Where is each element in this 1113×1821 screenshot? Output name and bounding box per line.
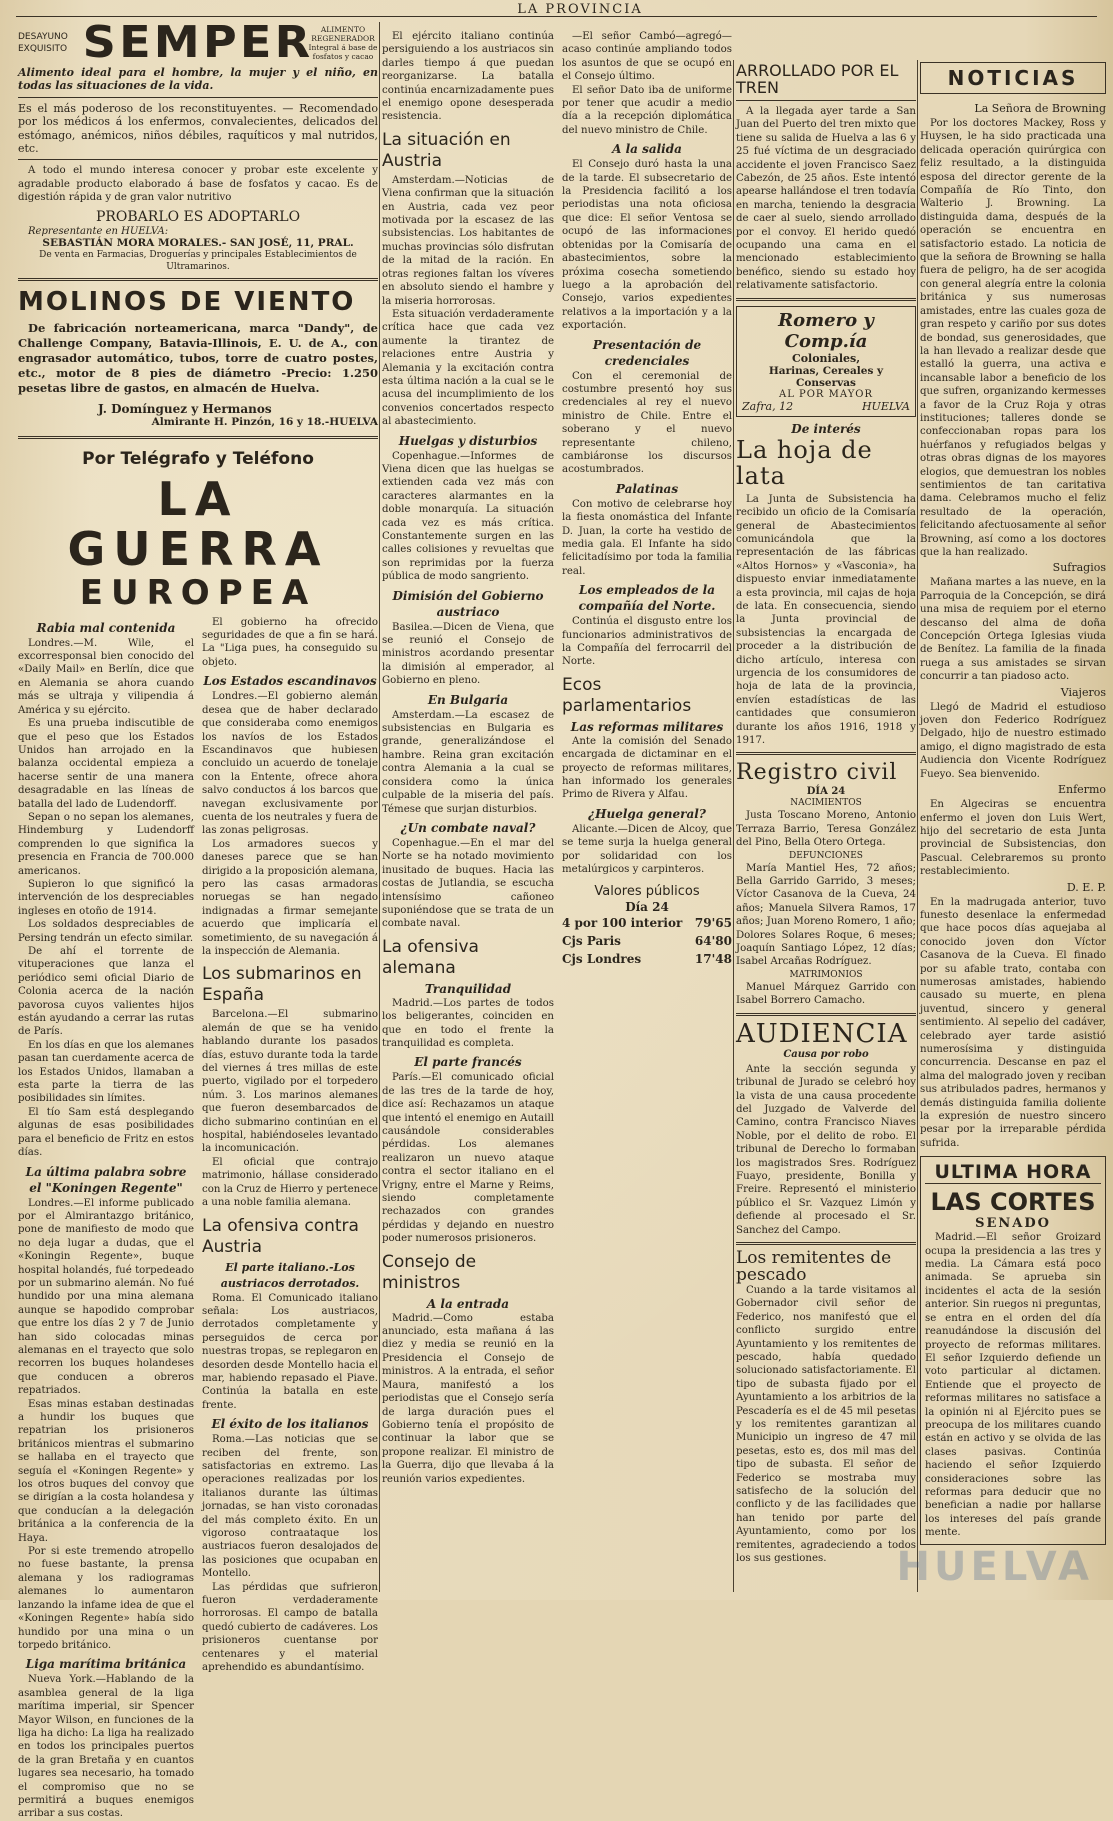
ad-text: De fabricación norteamericana, marca "Dandy", de Challenge Company, Batavia-Illinois, E. U. de A., con engrasador automático, tubos, torre de cuatro postes, etc., motor de 8 pies de diámetro -Precio: 1.250 pesetas libre de gastos, en almacén de Huelva. xyxy=(18,320,378,395)
article-body: En la madrugada anterior, tuvo funesto desenlace la enfermedad que hace pocos días aquejaba al conocido joven don Víctor Casanova de la Cueva. El finado por su afable trato, contaba con numerosas amistades, habiendo causado su muerte, en plena juventud, sincero y general sentimiento. Al sepelio del cadáver, celebrado ayer tarde asistió numerosísima y distinguida concurrencia. Descanse en paz el alma del malogrado joven y reciban sus atribulados padres, hermanos y demás distinguida familia doliente la expresión de nuestro sincero pesar por la irreparable pérdida sufrida. xyxy=(920,896,1106,1149)
article-body: Esas minas estaban destinadas a hundir los buques que repatrian los prisioneros británicos mientras el submarino se hallaba en el trayecto que seguía el «Koningen Regente» y los otros buques del convoy que se dirigían a la costa holandesa y que conducían a la delegación británica a la conferencia de la Haya. xyxy=(18,1398,194,1544)
article-title: Ecos parlamentarios xyxy=(562,674,692,716)
article-title: La Señora de Browning xyxy=(974,102,1106,115)
article-subhead: A la entrada xyxy=(426,1296,510,1311)
article-body: Barcelona.—El submarino alemán de que se ha venido hablando durante los pasados días, estuvo durante toda la tarde del viernes á tres millas de este puerto, vigilado por el torpedero núm. 3. Los marinos alemanes que fueron desembarcados de dicho submarino continúan en el hospital, habiéndoseles levantado la incomunicación. xyxy=(202,1009,378,1155)
section-title: LA GUERRA xyxy=(67,471,329,576)
valores-row xyxy=(562,914,732,932)
ad-text: Alimento ideal para el hombre, la mujer y el niño, en todas las situaciones de la vida. xyxy=(18,66,378,93)
molinos-ad xyxy=(18,287,378,428)
article-body: Amsterdam.—Noticias de Viena confirman que la situación en Austria, cada vez peor motivada por la escasez de las subsistencias. Los habitantes de muchas provincias sólo disfrutan de la mitad de la ración. En otras regiones faltan los víveres en absoluto siendo el hambre y la miseria horrorosas. xyxy=(382,174,554,307)
article-subhead: Huelgas y disturbios xyxy=(398,433,538,448)
ultima-title: ULTIMA HORA xyxy=(925,1161,1101,1184)
article-subhead: Tranquilidad xyxy=(424,981,512,996)
article-body: Los soldados despreciables de Persing tendrán un efecto similar. xyxy=(18,919,194,944)
valores-value: 17'48 xyxy=(694,951,732,966)
article-body: La Junta de Subsistencia ha recibido un oficio de la Comisaría general de Abastecimientos comunicándola que la representación de las fábricas «Altos Hornos» y «Vasconia», ha dispuesto enviar inmediatamente a esta provincia, mil cajas de hoja de lata. En consecuencia, siendo la Junta provincial de subsistencias la encargada de proceder a la distribución de dicho artículo, interesa con urgencia de los consumidores de hoja de lata de la provincia, envíen estadísticas de las cantidades que consumieron durante los años 1916, 1918 y 1917. xyxy=(736,493,916,746)
valores-publicos xyxy=(562,883,732,968)
article-body: Madrid.—Los partes de todos los beligerantes, coinciden en que en todo el frente la tranquilidad es completa. xyxy=(382,997,554,1049)
article-body: Las pérdidas que sufrieron fueron verdaderamente horrorosas. El campo de batalla quedó cubierto de cadáveres. Los prisioneros cuentanse por centenares y el material aprehendido es abundantísimo. xyxy=(202,1581,378,1674)
article-title: Los submarinos en España xyxy=(202,964,362,1006)
valores-row xyxy=(562,932,732,950)
column-divider xyxy=(733,60,734,1592)
ad-label: ALIMENTO REGENERADOR Integral á base de fosfatos y cacao xyxy=(308,25,378,61)
registro-article xyxy=(736,760,916,1007)
section-title: EUROPEA xyxy=(79,572,317,613)
guerra-column-a xyxy=(18,616,194,1821)
article-subhead: El parte francés xyxy=(414,1055,522,1070)
article-body: Roma. El Comunicado italiano señala: Los austriacos, derrotados completamente y perseguidos de cerca por nuestras tropas, se replegaron en desorden desde Montello hacia el mar, habiendo repasado el Piave. Continúa la batalla en este frente. xyxy=(202,1292,378,1411)
article-body: —El señor Cambó—agregó—acaso continúe ampliando todos los asuntos de que se ocupó en el Consejo último. xyxy=(562,31,732,83)
article-title: Registro civil xyxy=(736,760,898,786)
article-subhead: El éxito de los italianos xyxy=(211,1417,369,1432)
ad-text: Almirante H. Pinzón, 16 y 18.-HUELVA xyxy=(151,415,378,428)
valores-value: 64'80 xyxy=(694,933,732,948)
article-body: Londres.—El informe publicado por el Almirantazgo británico, pone de manifiesto de modo que no deja lugar a dudas, que el «Koningin Regente», buque hospital holandés, fué torpedeado por un submarino alemán. No fué hundido por una mina alemana aunque se hapodido comprobar que entre los días 2 y 7 de Junio han sido colocadas minas alemanas en el trayecto que solo recorren los buques holandeses que conducen a obreros repatriados. xyxy=(18,1197,194,1397)
article-body: Londres.—El gobierno alemán desea que de haber declarado que consideraba como enemigos los navíos de los Estados Escandinavos que hubiesen concluido un acuerdo de tonelaje con la Entente, ofrece ahora salvo conductos á los barcos que navegan exclusivamente por cuenta de los neutrales y fuera de las zonas peligrosas. xyxy=(202,691,378,837)
article-title: ARROLLADO POR EL TREN xyxy=(736,61,899,97)
article-body: Madrid.—Como estaba anunciado, esta mañana á las diez y media se reunió en la Presidencia el Consejo de ministros. A la entrada, el señor Maura, manifestó a los periodistas que el Consejo sería de larga duración pues el Gobierno tenía el propósito de continuar la labor que se propone realizar. El ministro de la Guerra, dijo que llevaba á la reunión varios expedientes. xyxy=(382,1312,554,1485)
ad-text: Coloniales, xyxy=(791,351,861,365)
audiencia-article xyxy=(736,1018,916,1237)
valores-row xyxy=(562,950,732,968)
guerra-header xyxy=(18,449,378,612)
section-kicker: Por Telégrafo y Teléfono xyxy=(82,448,314,469)
article-sub: DÍA 24 xyxy=(806,786,846,798)
article-subhead: Liga marítima británica xyxy=(25,1657,187,1672)
article-body: Copenhague.—En el mar del Norte se ha notado movimiento inusitado de buques. Hacia las costas de Jutlandia, se escucha intensísimo cañoneo suponiéndose que se trata de un combate naval. xyxy=(382,837,554,930)
hoja-article xyxy=(736,421,916,748)
article-body: Llegó de Madrid el estudioso joven don Federico Rodríguez Delgado, hijo de nuestro estimado amigo, el digno magistrado de esta Audiencia don Vicente Rodríguez Fueyo. Sea bienvenido. xyxy=(920,701,1106,780)
senado-title: SENADO xyxy=(975,1216,1051,1232)
article-body: Esta situación verdaderamente crítica hace que cada vez aumente la tirantez de relaciones entre Austria y Alemania y la excitación contra esta última nación a la cual se le acusa del incumplimiento de los convenios concertados respecto al abastecimiento. xyxy=(382,308,554,428)
semper-brand: SEMPER xyxy=(82,17,314,68)
article-body: Supieron lo que significó la intervención de los despreciables ingleses en otoño de 1914. xyxy=(18,878,194,917)
article-body: Con el ceremonial de costumbre presentó hoy sus credenciales al rey el nuevo ministro de Chile. Entre el soberano y el nuevo representante chileno, cambiáronse los discursos acostumbrados. xyxy=(562,370,732,476)
library-watermark: HUELVA xyxy=(896,1544,1093,1590)
article-body: Es una prueba indiscutible de que el peso que los Estados Unidos han arrojado en la balanza occidental empieza a hacerse sentir de una manera desagradable en las líneas de batalla del lado de Ludendorff. xyxy=(18,718,194,810)
ad-text: A todo el mundo interesa conocer y probar este excelente y agradable producto elaborado á base de fosfatos y cacao. Es de digestión rápida y de gran valor nutritivo xyxy=(18,165,378,204)
ad-text: Representante en HUELVA: xyxy=(28,225,169,237)
article-body: Roma.—Las noticias que se reciben del frente, son satisfactorias en extremo. Las operaciones realizadas por los italianos durante las últimas jornadas, se han visto coronadas del más completo éxito. En un vigoroso contraataque los austriacos fueron desalojados de las posiciones que ocupaban en Montello. xyxy=(202,1434,378,1580)
article-body: El ejército italiano continúa persiguiendo a los austriacos sin darles tiempo á que puedan reorganizarse. La batalla continúa encarnizadamente pues el enemigo opone desesperada resistencia. xyxy=(382,31,554,123)
article-body: Nueva York.—Hablando de la asamblea general de la liga marítima imperial, sir Spencer Mayor Wilson, en funciones de la liga ha dicho: La liga ha realizado en todos los principales puertos de la gran Bretaña y en cuantos lugares sea necesario, ha tomado el compromiso que no se permitirá a buques enemigos arribar a sus costas. xyxy=(18,1674,194,1820)
article-subhead: La última palabra sobre el "Koningen Regente" xyxy=(25,1164,187,1195)
ad-text: SEBASTIÁN MORA MORALES.- SAN JOSÉ, 11, PRAL. xyxy=(42,236,354,249)
article-body: Ante la comisión del Senado encargada de dictaminar en el proyecto de reformas militares, han informado los generales Primo de Rivera y Alfau. xyxy=(562,735,732,801)
article-title: Viajeros xyxy=(1060,685,1106,699)
article-subhead: El parte italiano.-Los austriacos derrotados. xyxy=(220,1260,360,1290)
article-sub: DEFUNCIONES xyxy=(789,850,863,861)
article-subhead: ¿Huelga general? xyxy=(588,806,706,821)
article-body: Madrid.—El señor Groizard ocupa la presidencia a las tres y media. La Cámara está poco animada. Se aprueba sin incidentes el acta de la sesión anterior. Sin ruegos ni preguntas, se entra en el orden del día reanudándose la discusión del proyecto de reformas militares. El señor Izquierdo defiende un voto particular al dictamen. Entiende que el proyecto de reformas militares no satisface a la opinión ni al Ejército pues se preocupa de los militares cuando están en activo y se olvida de las clases pasivas. Continúa haciendo el señor Izquierdo consideraciones sobre las reformas para deducir que no benefician a nadie por hallarse los intereses del país grande mente. xyxy=(925,1232,1101,1539)
ad-text: HUELVA xyxy=(861,399,910,413)
article-body: El gobierno ha ofrecido seguridades de que a fin se hará. La "Liga pues, ha conseguido su objeto. xyxy=(202,616,378,668)
article-body: Con motivo de celebrarse hoy la fiesta onomástica del Infante D. Juan, la corte ha vestido de media gala. El Infante ha sido felicitadísimo por toda la familia real. xyxy=(562,498,732,577)
column-divider xyxy=(917,60,918,1592)
ad-text: Es el más poderoso de los reconstituyentes. — Recomendado por los médicos á los enfermos, convalecientes, delicados del estómago, anémicos, niños débiles, raquíticos y mal nutridos, etc. xyxy=(18,101,378,156)
article-subhead: A la salida xyxy=(612,142,682,157)
valores-label: Cjs Londres xyxy=(562,951,642,966)
article-body: Sepan o no sepan los alemanes, Hindemburg y Ludendorff comprenden lo que significa la presencia en Francia de 700.000 americanos. xyxy=(18,811,194,877)
article-body: Cuando a la tarde visitamos al Gobernador civil señor de Federico, nos manifestó que el conflicto surgido entre Ayuntamiento y los remitentes de pescado, había quedado solucionado satisfactoriamente. El tipo de subasta fijado por el Ayuntamiento a los arbitrios de la Pescadería es el de 45 mil pesetas y los remitentes garantizan al Municipio un ingreso de 47 mil pesetas, esto es, dos mil mas del tipo de subasta. El señor de Federico se mostraba muy satisfecho de la solución del conflicto y de las facilidades que han tenido por parte del Ayuntamiento, como por los remitentes, agradeciendo a todos los sus gestiones. xyxy=(736,1284,916,1565)
article-body: Continúa el disgusto entre los funcionarios administrativos de la Compañía del ferrocarril del Norte. xyxy=(562,616,732,668)
column-divider xyxy=(379,22,380,1592)
article-body: Copenhague.—Informes de Viena dicen que las huelgas se extienden cada vez más con caracteres alarmantes en la doble monarquía. La situación cada vez es más crítica. Constantemente surgen en las calles colisiones y revueltas que son reprimidas por la fuerza pública de modo sangriento. xyxy=(382,450,554,583)
article-subhead: En Bulgaria xyxy=(427,692,509,707)
valores-title: Valores públicos xyxy=(594,883,700,899)
valores-label: Cjs Paris xyxy=(562,933,621,948)
article-body: El tío Sam está desplegando algunas de esas posibilidades para el beneficio de Fritz en estos días. xyxy=(18,1106,194,1159)
article-body: Mañana martes a las nueve, en la Parroquia de la Concepción, se dirá una misa de requiem por el eterno descanso del alma de doña Concepción Ortega Iglesias viuda de Benítez. La familia de la finada ruega a sus amistades se sirvan concurrir a tan piadoso acto. xyxy=(920,577,1106,683)
ad-promo: PROBARLO ES ADOPTARLO xyxy=(95,208,301,225)
column-2 xyxy=(382,20,732,1595)
ad-text: J. Domínguez y Hermanos xyxy=(98,401,272,416)
arrollado-article xyxy=(736,62,916,293)
article-body: Ante la sección segunda y tribunal de Jurado se celebró hoy la vista de una causa procedente del Juzgado de Valverde del Camino, contra Francisco Niaves Noble, por el delito de robo. El tribunal de Derecho lo formaban los magistrados Sres. Rodríguez Fuayo, presidente, Bonilla y Freire. Representó el ministerio público el Sr. Vazquez Limón y defiende al procesado el Sr. Sanchez del Campo. xyxy=(736,1063,916,1236)
article-title: La situación en Austria xyxy=(382,129,511,171)
article-subhead: ¿Un combate naval? xyxy=(400,820,536,835)
article-body: El Consejo duró hasta la una de la tarde. El subsecretario de la Presidencia facilitó a los periodistas una nota oficiosa que dice: El señor Ventosa se ocupó de las informaciones obtenidas por la Comisaría de abastecimientos, sobre la próxima cosecha sometiendo luego a la aprobación del Consejo, varios expedientes relativos a la importación y a la exportación. xyxy=(562,159,732,332)
noticias-title: NOTICIAS xyxy=(920,62,1106,94)
article-title: D. E. P. xyxy=(1066,880,1106,894)
ad-text: Zafra, 12 xyxy=(742,399,794,413)
article-subhead: Los empleados de la compañía del Norte. xyxy=(578,583,716,614)
article-title: Consejo de ministros xyxy=(382,1251,477,1293)
article-title: Sufragios xyxy=(1052,561,1106,575)
guerra-column-b xyxy=(202,616,378,1821)
cortes-title: LAS CORTES xyxy=(930,1188,1096,1217)
news-column-a xyxy=(382,30,554,1486)
article-body: En los días en que los alemanes pasan tan cuerdamente acerca de los Estados Unidos, llamaban a esta parte la tierra de las posibilidades sin límites. xyxy=(18,1039,194,1105)
article-body: De ahí el torrente de vituperaciones que lanza el periódico semi oficial Diario de Colonia acerca de la nación pavorosa cuyos valientes hijos están ayudando a cerrar las rutas de París. xyxy=(18,946,194,1038)
article-title: Enfermo xyxy=(1057,783,1106,797)
romero-ad xyxy=(736,306,916,417)
article-body: Alicante.—Dicen de Alcoy, que se teme surja la huelga general por solidaridad con los metalúrgicos y carpinteros. xyxy=(562,823,732,876)
news-column-b xyxy=(562,30,732,1486)
ad-label: DESAYUNO xyxy=(18,32,68,42)
article-title: Los remitentes de pescado xyxy=(736,1247,892,1285)
article-kicker: De interés xyxy=(791,421,861,436)
column-1 xyxy=(18,17,378,1820)
article-body: En Algeciras se encuentra enfermo el joven don Luis Wert, hijo del secretario de esta Junta provincial de Subsistencias, don Pascual. Celebraremos su pronto restablecimiento. xyxy=(920,799,1106,878)
column-3 xyxy=(736,62,916,1592)
column-4 xyxy=(920,62,1106,1592)
article-sub: MATRIMONIOS xyxy=(789,969,863,980)
article-sub: Causa por robo xyxy=(783,1048,869,1060)
article-body: París.—El comunicado oficial de las tres de la tarde de hoy, dice así: Rechazamos un ataque que intentó el enemigo en Autaill causándole considerables pérdidas. Los alemanes realizaron un nuevo ataque contra el sector italiano en el Vrigny, entre el Marne y Reims, siendo completamente rechazados con grandes pérdidas y dejando en nuestro poder numerosos prisioneros. xyxy=(382,1072,554,1245)
article-subhead: Los Estados escandinavos xyxy=(203,674,377,689)
article-body: Amsterdam.—La escasez de subsistencias en Bulgaria es grande, generalizándose el hambre. Reina gran excitación contra Alemania a la cual se considera como la única culpable de la miseria del país. Témese que surjan disturbios. xyxy=(382,709,554,815)
article-subhead: Rabia mal contenida xyxy=(36,620,176,635)
valores-label: 4 por 100 interior xyxy=(562,915,683,930)
article-sub: NACIMIENTOS xyxy=(790,798,862,809)
article-body: Por si este tremendo atropello no fuese bastante, la prensa alemana y los radiogramas alemanes lo aumentaron lanzando la infame idea de que el «Koningen Regente» había sido hundido por una mina o un torpedo británico. xyxy=(18,1546,194,1651)
article-title: La ofensiva alemana xyxy=(382,936,479,978)
article-subhead: Dimisión del Gobierno austriaco xyxy=(392,588,544,619)
article-body: El señor Dato iba de uniforme por tener que acudir a medio día a la recepción diplomática del nuevo ministro de Chile. xyxy=(562,84,732,136)
ad-text: Harinas, Cereales y Conservas xyxy=(768,364,884,389)
article-body: Basilea.—Dicen de Viena, que se reunió el Consejo de ministros acordando presentar la dimisión al emperador, al Gobierno en pleno. xyxy=(382,621,554,687)
ad-text: AL POR MAYOR xyxy=(778,388,874,400)
article-title: La ofensiva contra Austria xyxy=(202,1215,359,1257)
article-body: Justa Toscano Moreno, Antonio Terraza Barrio, Teresa González del Pino, Bella Otero Ortega. xyxy=(736,810,916,849)
article-body: Los armadores suecos y daneses parece que se han dirigido a la proposición alemana, pero las casas armadoras noruegas se han negado indignadas a firmar semejante acuerdo que implicaría el sometimiento, de su navegación á la inspección de Alemania. xyxy=(202,838,378,957)
ultima-hora xyxy=(920,1156,1106,1544)
article-body: Por los doctores Mackey, Ross y Huysen, le ha sido practicada una delicada operación quirúrgica con feliz resultado, a la distinguida esposa del director gerente de la Compañía de Río Tinto, don Walterio J. Browning. La distinguida dama, después de la operación se encuentra en satisfactorio estado. La noticia de que la señora de Browning se halla fuera de peligro, ha de ser acogida con general alegría entre la colonia británica y sus numerosas amistades, entre las cuales goza de gran respeto y cariño por sus dotes de bondad, sus generosidades, que la han llevado a realizar desde que estalló la guerra, una activa e incansable labor a beneficio de los que sufren, organizando kermesses a favor de la Cruz Roja y otras instituciones; talleres donde se confeccionaban ropas para los huérfanos y refugiados belgas y otras obras dignas de los mayores elogios, que demuestran los nobles sentimientos de tan caritativa dama. Celebramos mucho el feliz resultado de la operación, felicitando afectuosamente al señor Browning, así como a los doctores que la han realizado. xyxy=(920,118,1106,558)
article-title: La hoja de lata xyxy=(736,435,873,490)
article-body: Londres.—M. Wile, el excorresponsal bien conocido del «Daily Mail» en Berlín, dice que en Alemania se ahora cuando más se ultraja y vilipendia á América y su ejército. xyxy=(18,637,194,716)
valores-value: 79'65 xyxy=(694,915,732,930)
article-title: AUDIENCIA xyxy=(736,1018,908,1049)
article-body: María Mantiel Hes, 72 años; Bella Garrido Garrido, 3 meses; Víctor Casanova de la Cueva, 24 años; Manuela Silvera Ramos, 17 años; Juan Moreno Romero, 1 año; Dolores Solares Roque, 6 meses; Joaquín Santiago López, 12 días; Isabel Arcañas Rodríguez. xyxy=(736,862,916,968)
article-body: A la llegada ayer tarde a San Juan del Puerto del tren mixto que tiene su salida de Huelva a las 6 y 25 fué víctima de un desgraciado accidente el joven Francisco Saez Cabezón, de 25 años. Este intentó apearse hallándose el tren todavía en marcha, teniendo la desgracia de caer al suelo, siendo arrollado por el convoy. El herido quedó ocupando una cama en el mencionado establecimiento benéfico, siendo su estado hoy relativamente satisfactorio. xyxy=(736,106,916,292)
pescado-article xyxy=(736,1247,916,1566)
article-subhead: Palatinas xyxy=(615,481,679,496)
masthead: LA PROVINCIA xyxy=(517,2,643,17)
article-body: Manuel Márquez Garrido con Isabel Borrero Camacho. xyxy=(736,981,916,1007)
semper-ad xyxy=(18,17,378,273)
ad-name: Romero y Comp.ía xyxy=(778,309,874,352)
article-subhead: Presentación de credenciales xyxy=(592,337,702,368)
molinos-title: MOLINOS DE VIENTO xyxy=(18,286,356,317)
article-subhead: Las reformas militares xyxy=(570,719,724,734)
ad-label: EXQUISITO xyxy=(18,44,68,54)
valores-day: Día 24 xyxy=(625,899,669,914)
ad-text: De venta en Farmacias, Droguerías y principales Establecimientos de Ultramarinos. xyxy=(39,249,357,272)
article-body: El oficial que contrajo matrimonio, hállase considerado con la Cruz de Hierro y pertenece a una noble familia alemana. xyxy=(202,1156,378,1209)
